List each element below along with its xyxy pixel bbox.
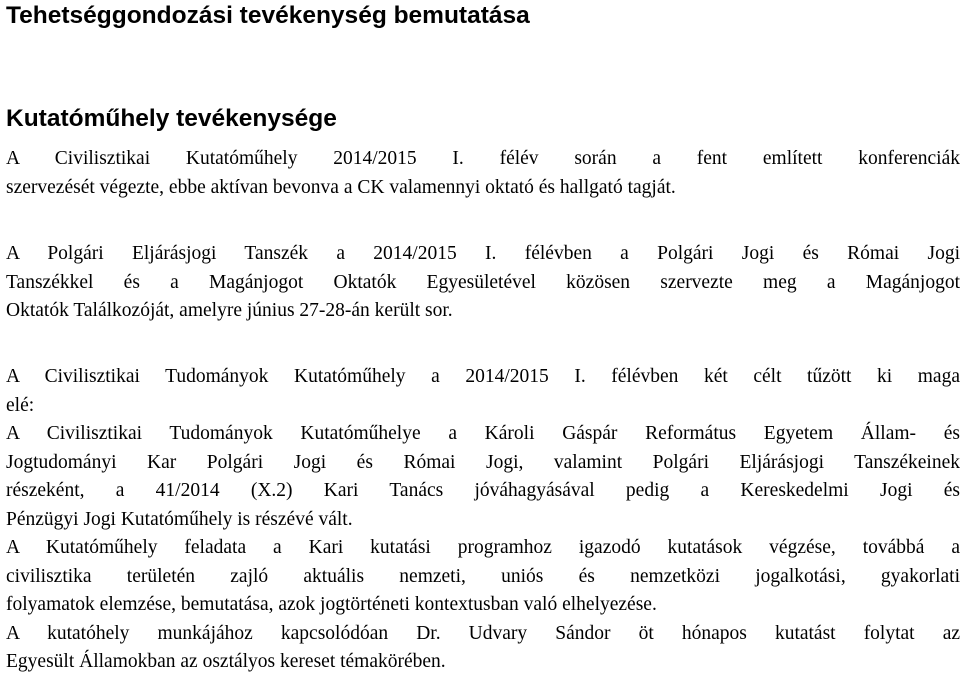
page-title: Tehetséggondozási tevékenység bemutatása [6,2,530,29]
paragraph-line: A Civilisztikai Tudományok Kutatóműhely a 2014/2015 I. félévben két célt tűzött ki maga [6,366,960,387]
paragraph-line: A kutatóhely munkájához kapcsolódóan Dr. Udvary Sándor öt hónapos kutatást folytat az [6,622,960,644]
paragraph-line: Pénzügyi Jogi Kutatóműhely is részévé vált. [6,508,353,530]
paragraph-line: Tanszékkel és a Magánjogot Oktatók Egyesületével közösen szervezte meg a Magánjogot [6,271,960,293]
paragraph-line: részeként, a 41/2014 (X.2) Kari Tanács jóváhagyásával pedig a Kereskedelmi Jogi és [6,480,960,501]
paragraph-line: szervezését végezte, ebbe aktívan bevonva a CK valamennyi oktató és hallgató tagját. [6,176,676,198]
paragraph-3 [6,363,960,677]
paragraph-1 [6,145,960,202]
paragraph-line: A Civilisztikai Tudományok Kutatóműhelye a Károli Gáspár Református Egyetem Állam- és [6,423,960,444]
paragraph-line: A Civilisztikai Kutatóműhely 2014/2015 I. félév során a fent említett konferenciák [6,148,960,169]
paragraph-line: Oktatók Találkozóját, amelyre június 27-28-án került sor. [6,300,453,321]
paragraph-line: A Kutatóműhely feladata a Kari kutatási programhoz igazodó kutatások végzése, továbbá a [6,537,960,558]
paragraph-line: Jogtudományi Kar Polgári Jogi és Római Jogi, valamint Polgári Eljárásjogi Tanszékeinek [6,451,960,473]
paragraph-line: Egyesült Államokban az osztályos kereset témakörében. [6,651,446,672]
paragraph-2 [6,240,960,326]
paragraph-line: folyamatok elemzése, bemutatása, azok jogtörténeti kontextusban való elhelyezése. [6,594,657,615]
section-heading: Kutatóműhely tevékenysége [6,105,337,132]
paragraph-line: elé: [6,394,35,416]
paragraph-line: A Polgári Eljárásjogi Tanszék a 2014/2015 I. félévben a Polgári Jogi és Római Jogi [6,243,960,264]
paragraph-line: civilisztika területén zajló aktuális nemzeti, uniós és nemzetközi jogalkotási, gyakorlati [6,565,960,587]
